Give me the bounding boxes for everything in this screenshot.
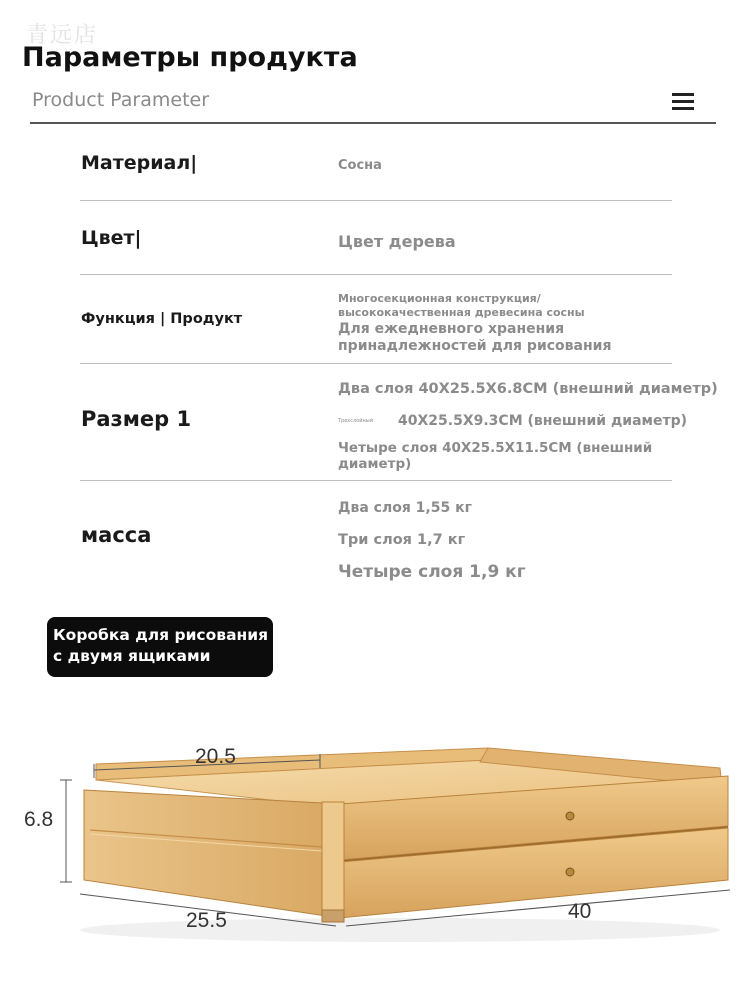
drawer-knob-lower (566, 868, 574, 876)
dimension-length: 40 (568, 900, 592, 923)
material-value: Сосна (338, 158, 382, 173)
shadow (80, 918, 720, 942)
size-line-2: 40X25.5X9.3CM (внешний диаметр) (398, 413, 687, 429)
size-line-2-prefix: Трехслойный (338, 418, 373, 424)
weight-line-3: Четыре слоя 1,9 кг (338, 562, 526, 582)
color-label: Цвет| (81, 227, 142, 249)
page-title: Параметры продукта (22, 42, 358, 73)
corner-post (322, 802, 344, 922)
row-divider (80, 200, 672, 201)
product-name-badge (47, 617, 273, 677)
function-value-line-4: принадлежностей для рисования (338, 338, 612, 354)
watermark-text: 青远店 (26, 23, 99, 48)
dimension-depth-top: 20.5 (195, 745, 236, 768)
dimension-height: 6.8 (24, 808, 54, 831)
row-divider (80, 363, 672, 364)
color-value: Цвет дерева (338, 232, 456, 251)
weight-line-2: Три слоя 1,7 кг (338, 532, 466, 548)
weight-line-1: Два слоя 1,55 кг (338, 500, 472, 516)
page-subtitle: Product Parameter (32, 89, 210, 111)
menu-icon[interactable] (672, 93, 694, 113)
function-value-line-1: Многосекционная конструкция/ (338, 292, 541, 305)
size-label: Размер 1 (81, 407, 192, 431)
size-line-3a: Четыре слоя 40X25.5X11.5CM (внешний (338, 440, 653, 456)
function-label: Функция | Продукт (81, 311, 243, 327)
function-value-line-3: Для ежедневного хранения (338, 321, 565, 337)
badge-line-2: с двумя ящиками (53, 647, 211, 665)
row-divider (80, 480, 672, 481)
drawer-knob-upper (566, 812, 574, 820)
size-line-3b: диаметр) (338, 456, 412, 472)
badge-line-1: Коробка для рисования (53, 626, 269, 644)
material-label: Материал| (81, 152, 198, 174)
function-value-line-2: высококачественная древесина сосны (338, 306, 585, 319)
product-illustration (0, 730, 754, 1000)
dimension-width: 25.5 (186, 909, 227, 932)
header-divider (30, 122, 716, 124)
row-divider (80, 274, 672, 275)
weight-label: масса (81, 523, 152, 547)
size-line-1: Два слоя 40X25.5X6.8CM (внешний диаметр) (338, 381, 718, 397)
